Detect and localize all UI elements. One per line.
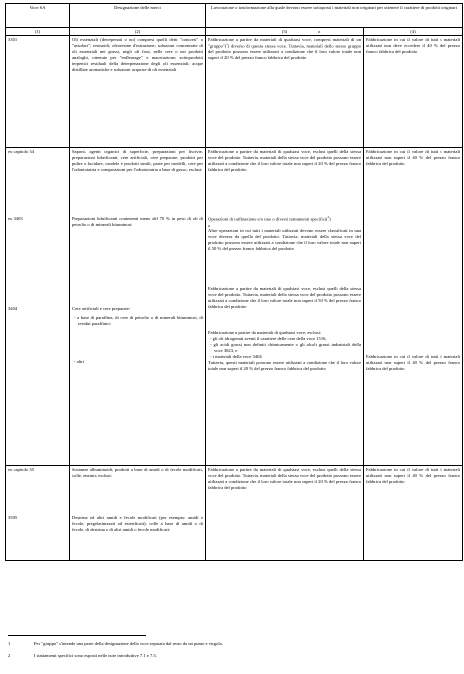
footnote-text: Per "gruppo" s'intende una parte della designazione della voce separata dal resto da un punto e virgola. (34, 641, 223, 646)
alternative-rule: Fabbricazione in cui il valore di tutti i materiali utilizzati non superi il 40 % del prezzo franco fabbrica del prodotto (366, 149, 460, 166)
col-num-3-cell (206, 28, 364, 36)
hs-code: 3505 (8, 515, 18, 520)
col-num-4: (4) (364, 28, 463, 36)
alternative-rule: Fabbricazione in cui il valore di tutti i materiali utilizzati non superi il 40 % del prezzo franco fabbrica del prodotto (366, 354, 460, 371)
hs-code: 3301 (6, 36, 70, 148)
or-connector: o (208, 222, 211, 228)
hs-code-cell (6, 148, 70, 466)
footnote-ref: 1 (226, 41, 228, 46)
footnote-number: 2 (8, 653, 11, 658)
table-header-row (6, 4, 463, 28)
col-num-2: (2) (70, 28, 206, 36)
description-sub: - a base di paraffina, di cere di petrolio o di minerali bituminosi, di residui paraffinici (74, 314, 203, 326)
processing-rule-alt: Altre operazioni in cui tutti i materiali utilizzati devono essere classificati in una voce diversa da quella del prodotto. Tuttavia, materiali della stessa voce del prodotto possono essere utilizzati a condizione che il loro valore totale non superi il 50 % del prezzo franco fabbrica del prodotto (208, 228, 361, 252)
footnote-separator (8, 635, 146, 636)
description: Cere artificiali e cere preparate: (72, 306, 131, 311)
footnote-2 (8, 653, 157, 659)
footnote-text: I trattamenti specifici sono esposti nelle note introduttive 7.1 e 7.3. (34, 653, 157, 658)
processing-rule: Fabbricazione a partire da materiali di qualsiasi voce, esclusi quelli della stessa voce del prodotto. Tuttavia, materiali della stessa voce del prodotto possono essere utilizzati a condizione che il loro valore totale non superi il 20 % del prezzo franco fabbrica del prodotto (206, 466, 364, 561)
hs-code: ex 3403 (8, 216, 23, 221)
alternative-rule-cell (364, 148, 463, 466)
description-cell (70, 466, 206, 561)
processing-rule: Fabbricazione a partire da materiali di qualsiasi voce, esclusi quelli della stessa voce del prodotto. Tuttavia, materiali della stessa voce del prodotto possono essere utilizzati a condizione che il loro valore totale non superi il 20 % del prezzo franco fabbrica del prodotto (208, 149, 361, 172)
col-num-or: o (318, 28, 321, 34)
processing-rule: Fabbricazione a partire da materiali di qualsiasi voce, esclusi: (208, 330, 322, 336)
hs-code-cell (6, 466, 70, 561)
alternative-rule: Fabbricazione in cui il valore di tutti i materiali utilizzati non deve eccedere il 40 % del prezzo franco fabbrica del prodotto (364, 36, 463, 148)
processing-rule-tail: Tuttavia, questi materiali possono essere utilizzati a condizione che il loro valore totale non superi il 20 % del prezzo franco fabbrica del prodotto (208, 360, 361, 372)
description: Saponi, agenti organici di superficie, preparazioni per liscivie, preparazioni lubrificanti, cere artificiali, cere preparate, prodotti per pulire o lucidare, candele e prodotti simili, paste per modelli, cere per l'odontoiatria e composizioni per l'odontoiatria a base di gesso, esclusi: (72, 149, 203, 172)
footnote-number: 1 (8, 641, 11, 646)
alternative-rule: Fabbricazione in cui il valore di tutti i materiali utilizzati non superi il 40 % del prezzo franco fabbrica del prodotto (364, 466, 463, 561)
footnote-ref: 2 (327, 215, 330, 219)
exclusion-item: - gli acidi grassi non definiti chimicamente o gli alcoli grassi industriali della voce 3823, e (210, 342, 361, 354)
processing-rule-cell (206, 148, 364, 466)
description-sub: - altri (74, 358, 85, 364)
processing-rule: Operazioni di raffinazione e/o uno o diversi trattamenti specifici($^2$) (208, 215, 331, 222)
header-hs-code: Voce SA (6, 4, 70, 28)
table-row (6, 36, 463, 148)
col-num-1: (1) (6, 28, 70, 36)
description: Oli essenziali (deterpenati o no) compresi quelli detti "concreti" o "assoluti"; resinoidi; oleoresine d'estrazione; soluzioni concentrate di oli essenziali nei grassi, negli oli fissi, nelle cere o nei prodotti analoghi, ottenute per "enfleurage" o macerazione; sottoprodotti terpenici residuali della deterpenazione degli oli essenziali; acque distillate aromatiche e soluzioni acquose di oli essenziali (70, 36, 206, 148)
exclusion-item: - i materiali della voce 3404 (210, 354, 262, 360)
hs-code: 3404 (8, 306, 18, 311)
rules-table (5, 3, 463, 561)
hs-code: ex capitolo 35 (8, 467, 35, 472)
column-number-row (6, 28, 463, 36)
table-row (6, 148, 463, 466)
description: Preparazioni lubrificanti contenenti meno del 70 % in peso di oli di petrolio o di minerali bituminosi (72, 216, 203, 227)
description-cell (70, 148, 206, 466)
processing-rule: Fabbricazione a partire da materiali di qualsiasi voce, compresi materiali di un "gruppo"($^1$) diverso di questa stessa voce. Tuttavia, materiali dello stesso gruppo del prodotto possono essere utilizzati a condizione che il loro valore totale non superi il 20 % del prezzo franco fabbrica del prodotto (206, 36, 364, 148)
col-num-3: (3) (281, 28, 288, 34)
description: Destrina ed altri amidi e fecole modificati (per esempio: amidi e fecole, pregelatinizzati od esterificati); colle a base di amidi o di fecole, di destrina o di altri amidi o fecole modificati: (72, 515, 203, 532)
footnote-1 (8, 641, 223, 647)
exclusion-item: - gli oli idrogenati aventi il carattere delle cere della voce 1516, (210, 336, 327, 342)
header-description: Designazione delle merci (70, 4, 206, 28)
processing-rule: Fabbricazione a partire da materiali di qualsiasi voce, esclusi quelli della stessa voce del prodotto. Tuttavia, materiali della stessa voce del prodotto possono essere utilizzati a condizione che il loro valore totale non superi il 50 % del prezzo franco fabbrica del prodotto (208, 286, 361, 310)
description: Sostanze albuminoidi, prodotti a base di amidi o di fecole modificati, colle, enzimi; esclusi: (72, 467, 203, 478)
hs-code: ex capitolo 34 (8, 149, 35, 154)
table-row (6, 466, 463, 561)
header-processing: Lavorazione o trasformazione alla quale devono essere sottoposti i materiali non originari per ottenere il carattere di prodotti originari (206, 4, 463, 28)
